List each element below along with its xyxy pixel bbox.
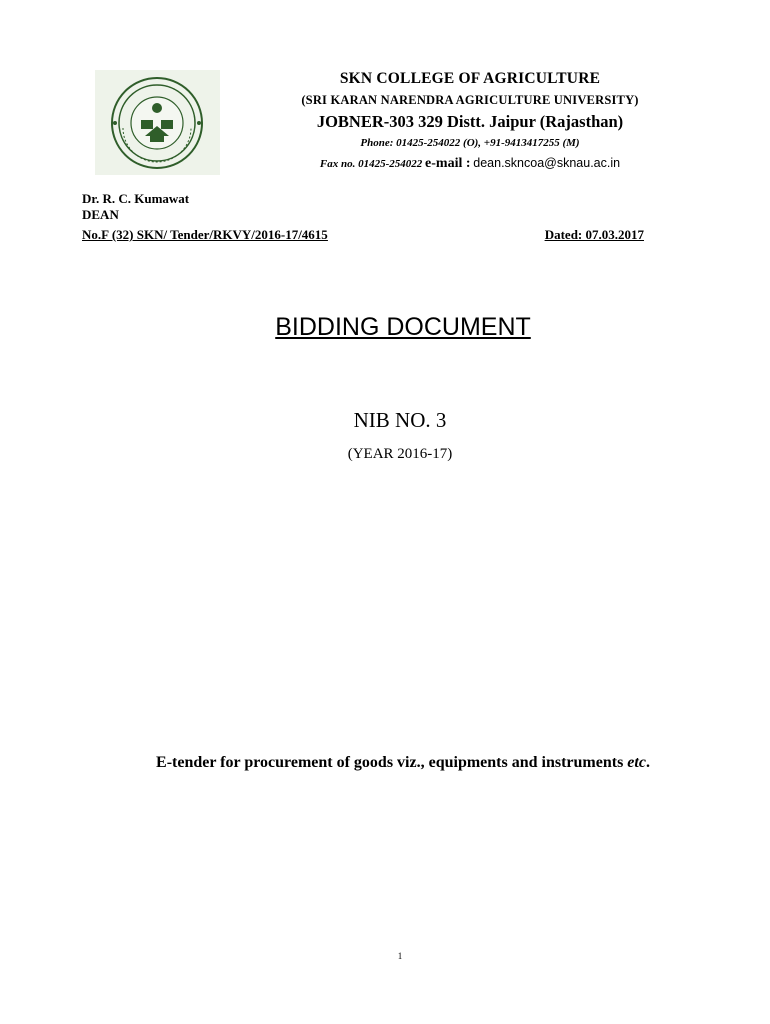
- email-address[interactable]: dean.skncoa@sknau.ac.in: [473, 156, 621, 170]
- reference-date: Dated: 07.03.2017: [544, 227, 644, 242]
- sender-block: [82, 191, 189, 223]
- fax-email-line: [230, 155, 710, 172]
- university-name: (SRI KARAN NARENDRA AGRICULTURE UNIVERSITY): [301, 93, 639, 107]
- college-address: JOBNER-303 329 Distt. Jaipur (Rajasthan): [316, 112, 624, 131]
- reference-number: No.F (32) SKN/ Tender/RKVY/2016-17/4615: [82, 227, 328, 242]
- letterhead: [230, 70, 710, 172]
- subject-period: .: [645, 754, 650, 771]
- phone-numbers: Phone: 01425-254022 (O), +91-9413417255 (M): [360, 137, 580, 149]
- subject-text: E-tender for procurement of goods viz., equipments and instruments: [156, 754, 628, 771]
- reference-line: [82, 227, 644, 243]
- subject-etc: etc: [627, 754, 646, 771]
- fax-number: Fax no. 01425-254022: [319, 158, 423, 170]
- sender-name: Dr. R. C. Kumawat: [82, 191, 190, 206]
- document-year: (YEAR 2016-17): [347, 446, 453, 462]
- emblem-icon: [95, 70, 220, 175]
- sender-designation: DEAN: [82, 207, 119, 222]
- tender-subject: [0, 752, 770, 774]
- university-emblem-logo: [95, 70, 220, 175]
- document-title: BIDDING DOCUMENT: [275, 313, 531, 341]
- college-name: SKN COLLEGE OF AGRICULTURE: [339, 70, 601, 87]
- email-label: e-mail :: [425, 156, 471, 171]
- page-number: 1: [397, 951, 403, 961]
- nib-number: NIB NO. 3: [353, 408, 447, 432]
